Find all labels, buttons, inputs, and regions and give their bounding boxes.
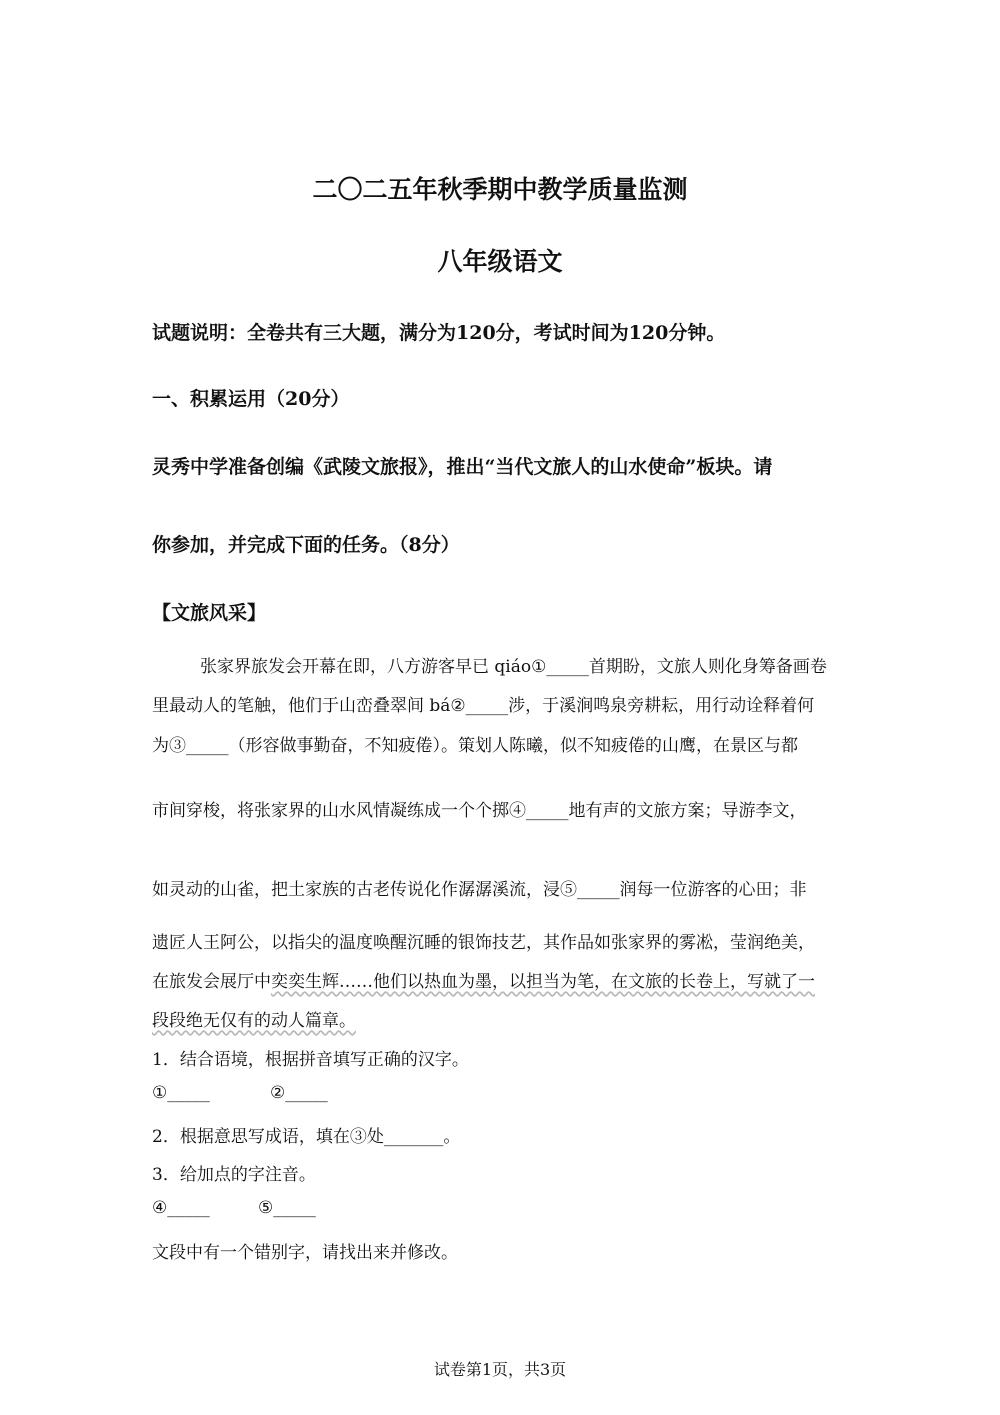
passage-line: 如灵动的山雀，把土家族的古老传说化作潺潺溪流，浸⑤_____润每一位游客的心田；非	[152, 880, 807, 900]
answer-blank-2: ②_____	[270, 1083, 328, 1103]
exam-title: 二〇二五年秋季期中教学质量监测	[312, 175, 688, 204]
question-2: 2．根据意思写成语，填在③处_______。	[152, 1127, 461, 1147]
task-intro-line-2: 你参加，并完成下面的任务。（8分）	[152, 534, 460, 556]
question-1: 1．结合语境，根据拼音填写正确的汉字。	[152, 1050, 469, 1070]
passage-line	[152, 967, 815, 992]
page-footer: 试卷第1页，共3页	[433, 1360, 567, 1379]
answer-blank-4: ④_____	[152, 1198, 210, 1218]
passage-line	[152, 1006, 356, 1031]
section-heading: 一、积累运用（20分）	[152, 388, 350, 410]
passage-line: 张家界旅发会开幕在即，八方游客早已 qiáo①_____首期盼，文旅人则化身筹备画卷	[200, 657, 827, 677]
subsection-heading: 【文旅风采】	[152, 602, 267, 624]
answer-blank-5: ⑤_____	[258, 1198, 316, 1218]
exam-instructions: 试题说明：全卷共有三大题，满分为120分，考试时间为120分钟。	[152, 322, 726, 344]
passage-line: 里最动人的笔触，他们于山峦叠翠间 bá②_____涉，于溪涧鸣泉旁耕耘，用行动诠释着何	[152, 696, 815, 716]
passage-line: 市间穿梭，将张家界的山水风情凝练成一个个掷④_____地有声的文旅方案；导游李文，	[152, 801, 807, 821]
passage-line: 为③_____（形容做事勤奋，不知疲倦）。策划人陈曦，似不知疲倦的山鹰，在景区与都	[152, 736, 798, 756]
wavy-underlined-text: 奕奕生辉……他们以热血为墨，以担当为笔，在文旅的长卷上，写就了一	[271, 972, 815, 992]
passage-line: 遗匠人王阿公，以指尖的温度唤醒沉睡的银饰技艺，其作品如张家界的雾凇，莹润绝美，	[152, 933, 815, 953]
wavy-underlined-text: 段段绝无仅有的动人篇章。	[152, 1011, 356, 1031]
question-4: 文段中有一个错别字，请找出来并修改。	[152, 1243, 458, 1263]
passage-text: 在旅发会展厅中	[152, 972, 271, 992]
exam-subject: 八年级语文	[437, 247, 563, 276]
question-3: 3．给加点的字注音。	[152, 1165, 316, 1185]
answer-blank-1: ①_____	[152, 1083, 210, 1103]
task-intro-line-1: 灵秀中学准备创编《武陵文旅报》，推出“当代文旅人的山水使命”板块。请	[152, 456, 773, 478]
